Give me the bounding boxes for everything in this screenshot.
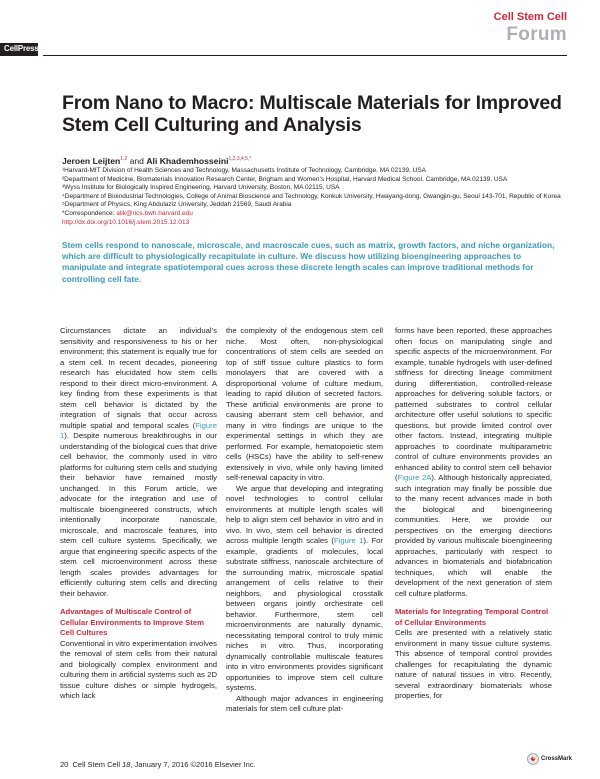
author-1-affil: 1,2 [120, 156, 128, 163]
paragraph: Cells are presented with a relatively static environment in many tissue culture systems. This absence of temporal control provides challenges for recapitulating the dynamic nature of natural tissues in vitro. Recently, several extraordinary biomaterials whose properties, for [395, 628, 552, 700]
abstract: Stem cells respond to nanoscale, microscale, and macroscale cues, such as matrix, growth factors, and niche organization, which are difficult to physiologically recapitulate in culture. We discuss how utilizing bioengineering approaches to manipulate and integrate spatiotemporal cues across these discrete length scales can improve traditional methods for controlling cell fate. [62, 240, 555, 284]
crossmark-label: CrossMark [541, 756, 573, 762]
correspondence-label: *Correspondence: [62, 209, 117, 217]
paragraph: We argue that developing and integrating novel technologies to control cellular environments at multiple length scales will help to align stem cell behavior in vitro and in vivo. In vivo, stem cell behavior is directed across multiple length scales (Figure 1). For example, gradients of molecules, local substrate stiffness, nanoscale architecture of the surrounding matrix, microscale spatial arrangement of cells relative to their neighbors, and physiological crosstalk between organs jointly orchestrate cell behavior. Furthermore, stem cell microenvironments are naturally dynamic, necessitating temporal control to truly mimic niches in vitro. Thus, incorporating dynamically controllable multiscale features into in vitro environments provides significant opportunities to improve stem cell culture systems. [226, 483, 383, 692]
author-2-affil: 1,2,3,4,5,* [228, 156, 252, 163]
body-column-3 [395, 326, 552, 702]
page-footer [60, 760, 256, 769]
affiliation: ²Department of Medicine, Biomaterials Innovation Research Center, Brigham and Women’s Hospital, Harvard Medical School, Cambridge, MA 02139, USA [62, 175, 508, 183]
body-column-2 [226, 326, 383, 715]
cellpress-logo-text: CellPress [4, 44, 39, 53]
affiliation: ⁴Department of Bioindustrial Technologies, College of Animal Bioscience and Technology, Konkuk University, Hwayang-dong, Gwangjin-gu, Seoul 143-701, Republic of Korea [62, 192, 561, 200]
citation-volume: 18 [122, 760, 131, 769]
paragraph: the complexity of the endogenous stem cell niche. Most often, non-physiological concentrations of stem cells are seeded on top of stiff tissue culture plastics to form monolayers that are covered with a disproportional volume of culture medium, leading to rapid dilution of secreted factors. These artificial environments are prone to causing aberrant stem cell behavior, and many in vitro findings are unique to the experimental settings in which they are performed. For example, hematopoietic stem cells (HSCs) have the ability to self-renew extensively in vivo, while only having limited self-renewal capacity in vitro. [226, 326, 383, 482]
affiliations [62, 167, 572, 227]
paragraph: forms have been reported, these approaches often focus on manipulating single and specific aspects of the microenvironment. For example, tunable hydrogels with user-defined stiffness for directing lineage commitment during differentiation, controlled-release approaches for delivering soluble factors, or patterned substrates to control cellular architecture offer useful solutions to specific questions, but provide limited control over other factors. Instead, integrating multiple approaches to coordinate multiparametric control of culture environments provides an enhanced ability to control stem cell behavior (Figure 2A). Although historically appreciated, such integration may finally be possible due to the many recent advances made in both the biological and bioengineering communities. Here, we provide our perspectives on the emerging directions provided by various multiscale bioengineering approaches, particularly with respect to advances in biomaterials and biofabrication techniques, which will enable the development of the next generation of stem cell culture platforms. [395, 326, 552, 598]
section-heading: Materials for Integrating Temporal Control of Cellular Environments [395, 607, 549, 627]
journal-header [0, 0, 600, 54]
journal-name: Cell Stem Cell [493, 11, 567, 23]
doi-link[interactable]: http://dx.doi.org/10.1016/j.stem.2015.12.013 [62, 218, 190, 226]
affiliation: ¹Harvard-MIT Division of Health Sciences and Technology, Massachusetts Institute of Technology, Cambridge, MA 02139, USA [62, 167, 426, 174]
body-column-1 [60, 326, 217, 702]
author-2[interactable]: Ali Khademhosseini [146, 156, 229, 166]
author-1[interactable]: Jeroen Leijten [62, 156, 121, 166]
figure-2a-link[interactable]: Figure 2A [397, 473, 432, 482]
article-title: From Nano to Macro: Multiscale Materials for Improved Stem Cell Culturing and Analysis [62, 92, 562, 136]
paragraph: Although major advances in engineering materials for stem cell culture plat- [226, 693, 383, 713]
crossmark-icon [527, 753, 539, 765]
citation-rest: , January 7, 2016 ©2016 Elsevier Inc. [130, 760, 256, 769]
correspondence-email-link[interactable]: alik@rics.bwh.harvard.edu [116, 209, 193, 217]
correspondence [62, 210, 572, 219]
author-line [62, 156, 251, 166]
citation-journal: Cell Stem Cell [72, 760, 123, 769]
figure-1-link[interactable]: Figure 1 [333, 536, 364, 545]
section-name: Forum [506, 24, 567, 45]
affiliation: ⁵Department of Physics, King Abdulaziz University, Jeddah 21569, Saudi Arabia [62, 201, 292, 209]
header-rule [43, 55, 567, 56]
crossmark-badge[interactable] [527, 753, 573, 767]
figure-1-link[interactable]: Figure 1 [60, 420, 217, 440]
page-number: 20 [60, 760, 69, 769]
affiliation: ³Wyss Institute for Biologically Inspired Engineering, Harvard University, Boston, MA 02115, USA [62, 184, 340, 192]
paragraph: Circumstances dictate an individual’s sensitivity and responsiveness to his or her environment; this statement is equally true for a stem cell. In recent decades, pioneering research has elucidated how stem cells respond to their direct micro-environment. A key finding from these experiments is that stem cell behavior is dictated by the integration of signals that occur across multiple spatial and temporal scales (Figure 1). Despite numerous breakthroughs in our understanding of the biological cues that drive cell behavior, the commonly used in vitro platforms for culturing stem cells and studying their behavior have remained mostly unchanged. In this Forum article, we advocate for the integration and use of multiscale bioengineered constructs, which intentionally incorporate nanoscale, microscale, and macroscale features, into stem cell culture systems. Specifically, we argue that engineering specific aspects of the stem cell microenvironment across these length scales provides advantages for efficiently culturing stem cells and directing their behavior. [60, 326, 217, 598]
section-heading: Advantages of Multiscale Control of Cellular Environments to Improve Stem Cell Cultures [60, 607, 204, 637]
author-and: and [127, 156, 147, 166]
paragraph: Conventional in vitro experimentation involves the removal of stem cells from their natural and biologically complex environment and culturing them in artificial systems such as 2D tissue culture dishes or simple hydrogels, which lack [60, 638, 217, 700]
